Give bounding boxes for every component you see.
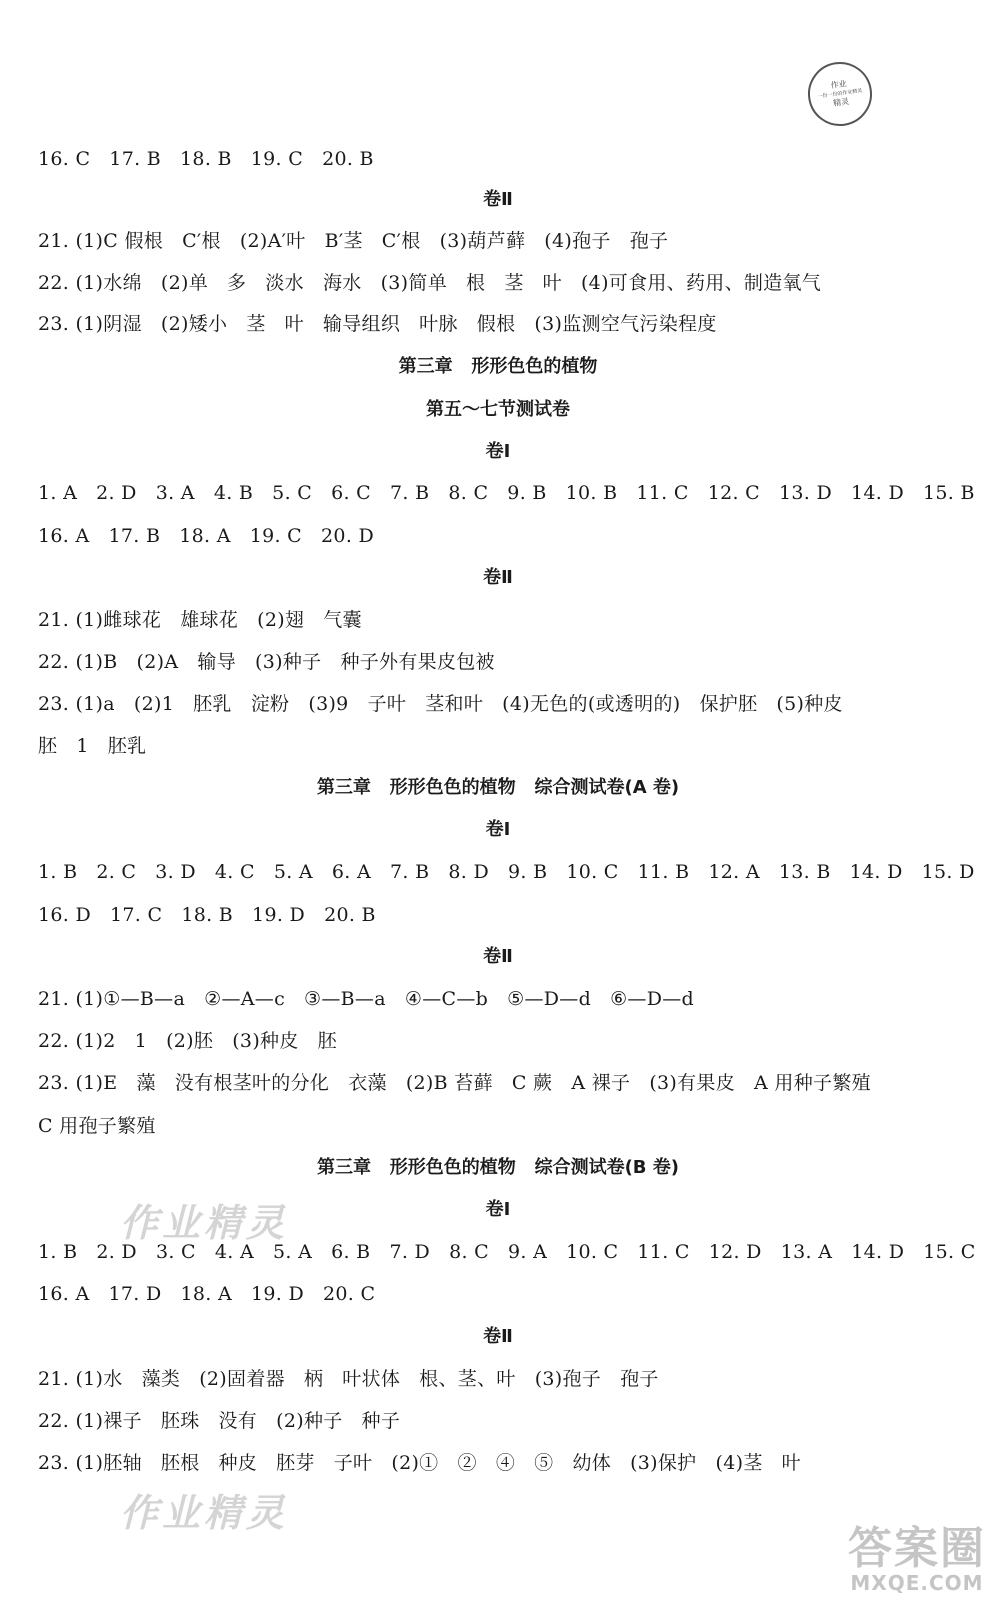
answer-line: 16. A 17. D 18. A 19. D 20. C — [38, 1283, 376, 1305]
test-title: 第三章 形形色色的植物 综合测试卷(B 卷) — [316, 1157, 680, 1178]
answer-line: 21. (1)①—B—a ②—A—c ③—B—a ④—C—b ⑤—D—d ⑥—D—d — [38, 988, 694, 1010]
stamp-bottom-text: 精灵 — [832, 96, 850, 108]
answer-line: 23. (1)胚轴 胚根 种皮 胚芽 子叶 (2)① ② ④ ⑤ 幼体 (3)保护 (4)茎 叶 — [38, 1452, 801, 1474]
watermark-logo-text: 答案圈 — [848, 1523, 986, 1574]
section-heading: 卷Ⅰ — [485, 441, 511, 462]
watermark-url: MXQE.COM — [850, 1571, 984, 1595]
answer-line: 胚 1 胚乳 — [38, 735, 147, 757]
answer-line: 1. B 2. C 3. D 4. C 5. A 6. A 7. B 8. D 9. B 10. C 11. B 12. A 13. B 14. D 15. D — [38, 861, 975, 883]
answer-line: 23. (1)阴湿 (2)矮小 茎 叶 输导组织 叶脉 假根 (3)监测空气污染程度 — [38, 313, 717, 335]
answer-line: C 用孢子繁殖 — [38, 1115, 156, 1137]
test-title: 第三章 形形色色的植物 综合测试卷(A 卷) — [316, 777, 680, 798]
answer-line: 21. (1)雌球花 雄球花 (2)翅 气囊 — [38, 609, 362, 631]
watermark-logo — [848, 1523, 986, 1595]
stamp-middle-text: 一份一份的作业精灵 — [817, 87, 863, 101]
section-heading: 卷Ⅱ — [483, 1326, 513, 1347]
answer-line: 1. B 2. D 3. C 4. A 5. A 6. B 7. D 8. C 9. A 10. C 11. C 12. D 13. A 14. D 15. C — [38, 1241, 976, 1263]
answer-line: 23. (1)E 藻 没有根茎叶的分化 衣藻 (2)B 苔藓 C 蕨 A 裸子 (3)有果皮 A 用种子繁殖 — [38, 1072, 871, 1094]
section-heading: 卷Ⅰ — [485, 1199, 511, 1220]
answer-line: 22. (1)2 1 (2)胚 (3)种皮 胚 — [38, 1030, 337, 1052]
answer-line: 23. (1)a (2)1 胚乳 淀粉 (3)9 子叶 茎和叶 (4)无色的(或透明的) 保护胚 (5)种皮 — [38, 693, 843, 715]
answer-line: 22. (1)水绵 (2)单 多 淡水 海水 (3)简单 根 茎 叶 (4)可食用、药用、制造氧气 — [38, 272, 822, 294]
section-heading: 卷Ⅰ — [485, 819, 511, 840]
section-heading: 卷Ⅱ — [483, 189, 513, 210]
chapter-heading: 第三章 形形色色的植物 — [398, 356, 598, 377]
watermark-text: 作业精灵 — [120, 1201, 289, 1245]
test-title: 第五～七节测试卷 — [426, 399, 570, 420]
answer-line: 22. (1)B (2)A 输导 (3)种子 种子外有果皮包被 — [38, 651, 495, 673]
answer-line: 21. (1)C 假根 C′根 (2)A′叶 B′茎 C′根 (3)葫芦藓 (4)孢子 孢子 — [38, 230, 669, 252]
answer-line: 16. D 17. C 18. B 19. D 20. B — [38, 904, 376, 926]
answer-line: 21. (1)水 藻类 (2)固着器 柄 叶状体 根、茎、叶 (3)孢子 孢子 — [38, 1368, 659, 1390]
section-heading: 卷Ⅱ — [483, 946, 513, 967]
stamp-seal — [804, 58, 876, 130]
answer-line: 16. A 17. B 18. A 19. C 20. D — [38, 525, 375, 547]
answer-line: 22. (1)裸子 胚珠 没有 (2)种子 种子 — [38, 1410, 401, 1432]
section-heading: 卷Ⅱ — [483, 567, 513, 588]
watermark-text: 作业精灵 — [120, 1491, 289, 1535]
answer-line: 16. C 17. B 18. B 19. C 20. B — [38, 148, 374, 170]
stamp-top-text: 作业 — [830, 79, 848, 91]
answer-line: 1. A 2. D 3. A 4. B 5. C 6. C 7. B 8. C 9. B 10. B 11. C 12. C 13. D 14. D 15. B — [38, 482, 975, 504]
